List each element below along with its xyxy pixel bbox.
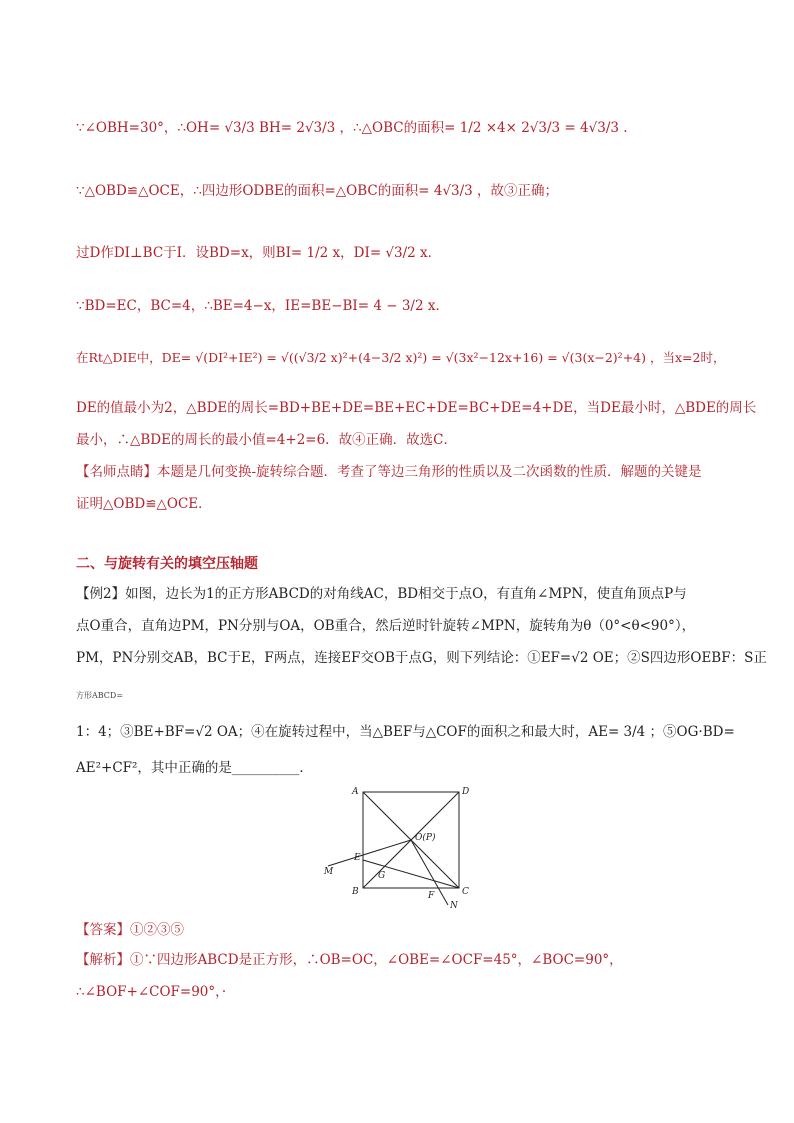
problem-line-3b: 方形ABCD= [76,691,124,700]
label-a: A [352,787,359,797]
label-g: G [378,871,386,881]
problem-line-3: PM，PN分别交AB，BC于E，F两点，连接EF交OB于点G，则下列结论：①EF=√2 OE；②S四边形OEBF：S正 [76,650,767,666]
solution-line-3: 过D作DI⊥BC于I．设BD=x，则BI= 1/2 x，DI= √3/2 x． [76,245,442,261]
label-o: O(P) [415,833,436,843]
label-d: D [462,787,470,797]
tip-line-1: 【名师点睛】本题是几何变换-旋转综合题．考查了等边三角形的性质以及二次函数的性质．解题的关键是 [76,464,702,480]
tip-line-2: 证明△OBD≌△OCE． [76,496,212,512]
solution-line-2: ∵△OBD≌△OCE，∴四边形ODBE的面积=△OBC的面积= 4√3/3 ，故③正确； [76,183,559,199]
label-b: B [352,887,359,897]
geometry-figure [320,780,480,910]
problem-line-2: 点O重合，直角边PM，PN分别与OA，OB重合，然后逆时针旋转∠MPN，旋转角为θ（0°<θ<90°）， [76,618,696,634]
solution-line-4: ∵BD=EC，BC=4，∴BE=4−x，IE=BE−BI= 4 − 3/2 x． [76,298,449,314]
problem-line-4: 1：4；③BE+BF=√2 OA；④在旋转过程中，当△BEF与△COF的面积之和最大时，AE= 3/4 ；⑤OG·BD= [76,724,735,740]
problem-line-1: 【例2】如图，边长为1的正方形ABCD的对角线AC，BD相交于点O，有直角∠MPN，使直角顶点P与 [76,586,687,602]
label-c: C [462,887,469,897]
label-m: M [324,867,334,877]
label-e: E [354,853,361,863]
section-title: 二、与旋转有关的填空压轴题 [76,556,258,572]
solution-line-1: ∵∠OBH=30°，∴OH= √3/3 BH= 2√3/3 ，∴△OBC的面积= 1/2 ×4× 2√3/3 = 4√3/3 . [76,120,628,136]
solution-line-5: 在Rt△DIE中，DE= √(DI²+IE²) = √((√3/2 x)²+(4−3/2 x)²) = √(3x²−12x+16) = √(3(x−2)²+4) ，当x=2时， [76,350,726,365]
analysis-line-2: ∴∠BOF+∠COF=90°，· [76,984,227,1000]
solution-line-7: 最小，∴△BDE的周长的最小值=4+2=6．故④正确．故选C． [76,432,458,448]
solution-line-6: DE的值最小为2，△BDE的周长=BD+BE+DE=BE+EC+DE=BC+DE=4+DE，当DE最小时，△BDE的周长 [76,400,757,416]
analysis-line-1: 【解析】①∵四边形ABCD是正方形，∴OB=OC，∠OBE=∠OCF=45°，∠BOC=90°， [76,952,623,968]
problem-line-5: AE²+CF²，其中正确的是__________． [76,760,313,776]
label-n: N [450,901,458,910]
answer-line: 【答案】①②③⑤ [76,922,184,938]
label-f: F [428,891,435,901]
